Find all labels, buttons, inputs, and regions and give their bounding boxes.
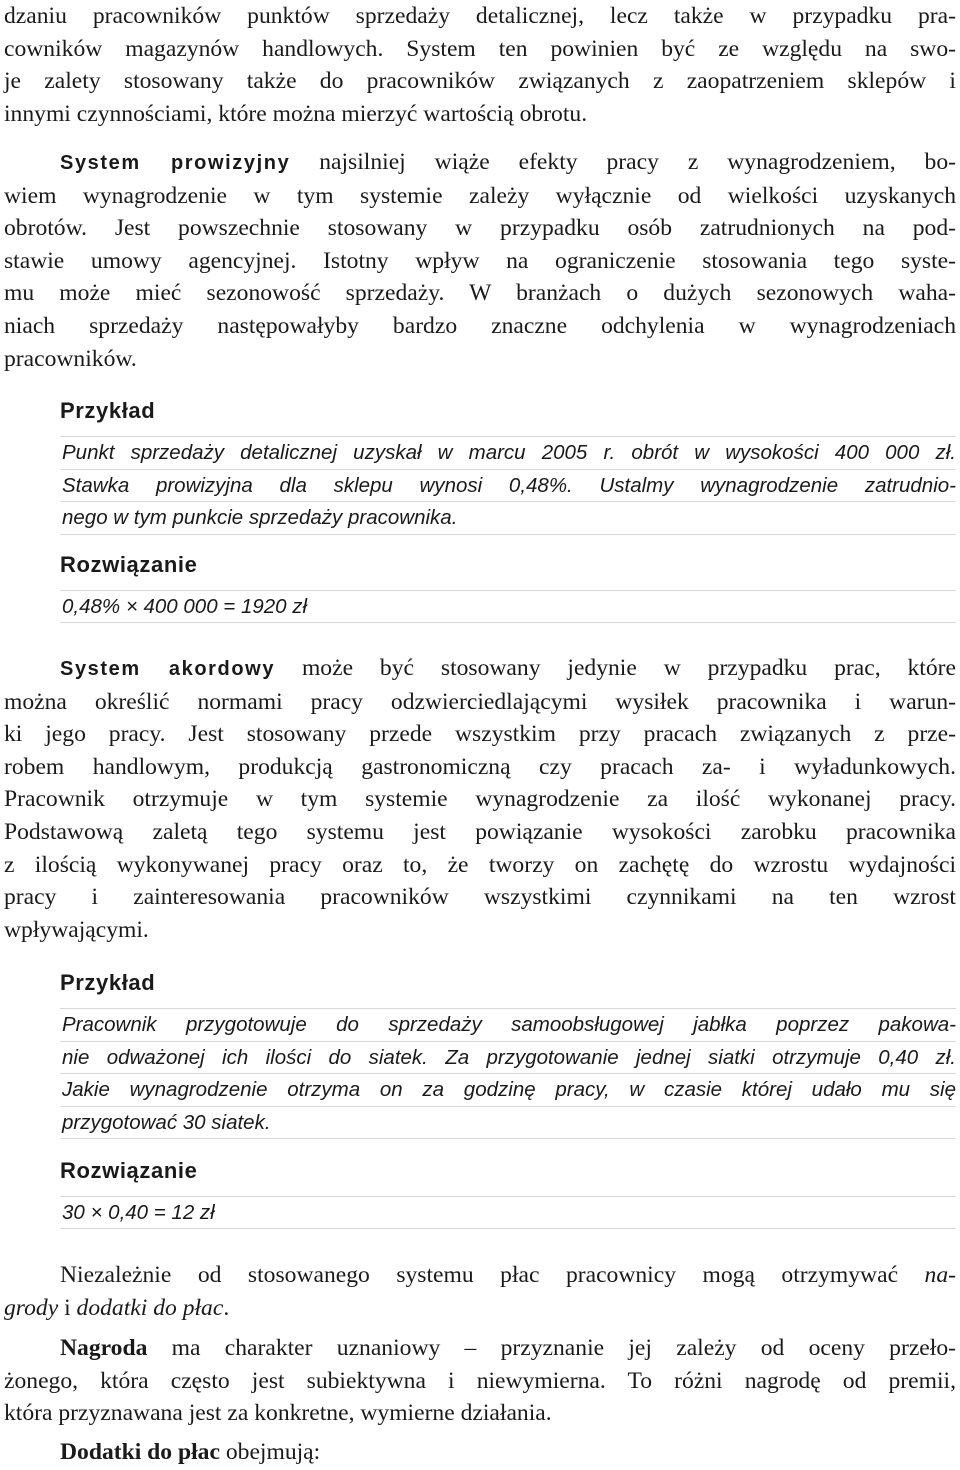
text-line: niach sprzedaży następowałyby bardzo znaczne odchylenia w wynagrodzeniach: [4, 312, 956, 339]
text-fragment: i: [58, 1294, 77, 1321]
text-line: [4, 1259, 956, 1292]
text-line: je zalety stosowany także do pracowników związanych z zaopatrzeniem sklepów i: [4, 68, 956, 95]
text-line: ki jego pracy. Jest stosowany przede wszystkim przy pracach związanych z prze-: [4, 721, 956, 748]
text-line: mu może mieć sezonowość sprzedaży. W branżach o dużych sezonowych waha-: [4, 280, 956, 307]
example-box: [60, 436, 956, 535]
term-dodatki: Dodatki do płac: [60, 1439, 220, 1465]
text-line: z ilością wykonywanej pracy oraz to, że tworzy on zachętę do wzrostu wydajności: [4, 851, 956, 878]
text-line: można określić normami pracy odzwierciedlającymi wysiłek pracownika i warun-: [4, 688, 956, 715]
text-line: która przyznawana jest za konkretne, wymierne działania.: [4, 1400, 552, 1427]
example-line: Pracownik przygotowuje do sprzedaży samoobsługowej jabłka poprzez pakowa-: [60, 1008, 956, 1041]
example-heading: Przykład: [60, 398, 156, 423]
paragraph-dodatki: [4, 1436, 956, 1469]
paragraph-niezaleznie: [4, 1259, 956, 1324]
text-line: stawie umowy agencyjnej. Istotny wpływ na ograniczenie stosowania tego syste-: [4, 247, 956, 274]
text-line: robem handlowym, produkcją gastronomiczną czy pracach za- i wyładunkowych.: [4, 753, 956, 780]
example-line: Stawka prowizyjna dla sklepu wynosi 0,48%. Ustalmy wynagrodzenie zatrudnio-: [60, 469, 956, 502]
text-line: obrotów. Jest powszechnie stosowany w przypadku osób zatrudnionych na pod-: [4, 215, 956, 242]
text-fragment: może być stosowany jedynie w przypadku prac, które: [275, 655, 956, 681]
text-line: Podstawową zaletą tego systemu jest powiązanie wysokości zarobku pracownika: [4, 818, 956, 845]
solution-heading: Rozwiązanie: [60, 552, 198, 577]
paragraph-intro: [4, 0, 956, 130]
paragraph-nagroda: [4, 1332, 956, 1430]
text-fragment-italic: na-: [924, 1262, 956, 1288]
text-fragment: .: [223, 1294, 230, 1321]
paragraph-akordowy: [4, 652, 956, 946]
example-heading: Przykład: [60, 970, 156, 995]
example-line: nie odważonej ich ilości do siatek. Za przygotowanie jednej siatki otrzymuje 0,40 zł.: [60, 1041, 956, 1074]
text-fragment-italic: grody: [4, 1294, 59, 1321]
text-line: Pracownik otrzymuje w tym systemie wynagrodzenie za ilość wykonanej pracy.: [4, 786, 956, 813]
paragraph-prowizyjny: [4, 146, 956, 375]
term-prowizyjny: System prowizyjny: [60, 152, 291, 174]
text-fragment: Niezależnie od stosowanego systemu płac pracownicy mogą otrzymywać: [60, 1262, 925, 1288]
text-line: żonego, która często jest subiektywna i niewymierna. To różni nagrodę od premii,: [4, 1367, 956, 1394]
solution-formula: 30 × 0,40 = 12 zł: [60, 1196, 956, 1229]
text-line: pracy i zainteresowania pracowników wszystkimi czynnikami na ten wzrost: [4, 884, 956, 911]
example-line: przygotować 30 siatek.: [60, 1106, 956, 1139]
solution-formula: 0,48% × 400 000 = 1920 zł: [60, 590, 956, 623]
example-line: nego w tym punkcie sprzedaży pracownika.: [60, 501, 956, 534]
text-line: pracowników.: [4, 345, 137, 372]
term-akordowy: System akordowy: [60, 658, 276, 680]
solution-heading: Rozwiązanie: [60, 1158, 198, 1183]
text-fragment: najsilniej wiąże efekty pracy z wynagrodzeniem, bo-: [290, 149, 956, 175]
text-line: wpływającymi.: [4, 916, 149, 943]
example-line: Punkt sprzedaży detalicznej uzyskał w marcu 2005 r. obrót w wysokości 400 000 zł.: [60, 436, 956, 469]
term-nagroda: Nagroda: [60, 1335, 148, 1361]
text-line: cowników magazynów handlowych. System ten powinien być ze względu na swo-: [4, 35, 956, 62]
example-line: Jakie wynagrodzenie otrzyma on za godzinę pracy, w czasie której udało mu się: [60, 1073, 956, 1106]
text-line: dzaniu pracowników punktów sprzedaży detalicznej, lecz także w przypadku pra-: [4, 3, 956, 29]
text-line: [4, 1436, 956, 1469]
text-line: wiem wynagrodzenie w tym systemie zależy wyłącznie od wielkości uzyskanych: [4, 182, 956, 209]
text-fragment: obejmują:: [219, 1439, 321, 1465]
text-line: innymi czynnościami, które można mierzyć wartością obrotu.: [4, 100, 588, 127]
text-line: [4, 1292, 956, 1325]
text-line: [4, 146, 956, 180]
text-line: [4, 1332, 956, 1365]
example-box: [60, 1008, 956, 1139]
text-fragment-italic: dodatki do płac: [76, 1294, 224, 1321]
text-line: [4, 652, 956, 686]
text-fragment: ma charakter uznaniowy – przyznanie jej zależy od oceny przeło-: [147, 1335, 956, 1361]
